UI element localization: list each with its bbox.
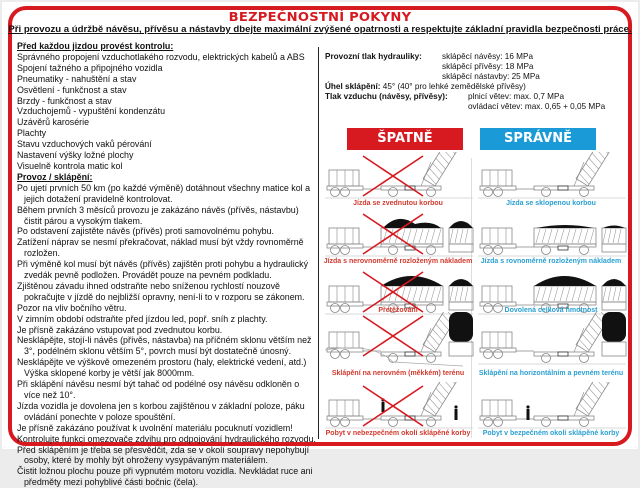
list-item: Vzduchojemů - vypuštění kondenzátu: [17, 106, 166, 117]
list-item: Nesklápějte ve výškově omezeném prostoru (haly, elektrické vedení, atd.) Výška sklopené korby je větší jak 8000mm.: [17, 357, 307, 379]
wrong-truck-illustration: [323, 312, 475, 368]
list-item: Během prvních 3 měsíců provozu je zakázáno návěs (přívěs, nástavbu) čistit párou a vysokým tlakem.: [17, 204, 299, 226]
right-truck-illustration: [476, 152, 628, 200]
air-label: Tlak vzduchu (návěsy, přívěsy):: [325, 92, 448, 101]
wrong-badge: ŠPATNĚ: [347, 128, 463, 150]
wrong-truck-illustration: [323, 152, 475, 200]
air-value: ovládací větev: max. 0,65 + 0,05 MPa: [468, 102, 606, 111]
list-item: Po ujetí prvních 50 km (po každé výměně) dotáhnout všechny matice kol a jejich dotažení pravidelně kontrolovat.: [17, 182, 311, 204]
angle-label: Úhel sklápění:: [325, 82, 381, 91]
list-item: Po odstavení zajistěte návěs (přívěs) proti samovolnému pohybu.: [17, 226, 275, 237]
list-item: Brzdy - funkčnost a stav: [17, 95, 112, 106]
list-item: Je přísně zakázáno vstupovat pod zvednutou korbu.: [17, 324, 223, 335]
list-item: Před sklápěním je třeba se přesvědčit, zda se v okolí soupravy nepohybují osoby, které by mohly být ohroženy vysypávaným materiálem.: [17, 444, 310, 466]
list-item: Kontrolujte funkci omezovače zdvihu pro odpojování hydraulického rozvodu.: [17, 433, 316, 444]
hydraulic-value: sklápěcí nástavby: 25 MPa: [442, 72, 540, 81]
air-value: plnicí větev: max. 0,7 MPa: [468, 92, 565, 101]
right-caption: Jízda s rovnoměrně rozloženým nákladem: [480, 258, 622, 265]
right-caption: Sklápění na horizontálním a pevném terénu: [478, 370, 624, 377]
list-item: Při sklápění návěsu nesmí být tahač od podélné osy návěsu odkloněn o více než 10°.: [17, 379, 300, 400]
right-badge: SPRÁVNĚ: [480, 128, 596, 150]
list-item: Při výměně kol musí být návěs (přívěs) zajištěn proti pohybu a hydraulický zvedák pevně podložen. Provádět pouze na pevném podkladu.: [17, 259, 309, 281]
wrong-truck-illustration: [323, 210, 475, 258]
hydraulic-label: Provozní tlak hydrauliky:: [325, 52, 422, 61]
checks-heading: Před každou jizdou provést kontrolu:: [17, 41, 174, 51]
operation-heading: Provoz / sklápění:: [17, 171, 93, 182]
list-item: Spojení tažného a připojného vozidla: [17, 62, 163, 73]
list-item: Zatížení náprav se nesmí překračovat, náklad musí být vždy rovnoměrně rozložen.: [17, 237, 304, 259]
list-item: Stavu vzduchových vaků pérování: [17, 139, 152, 150]
right-caption: Pobyt v bezpečném okolí sklápěné korby: [482, 430, 620, 437]
wrong-caption: Přetěžování: [378, 307, 418, 314]
hydraulic-value: sklápěcí návěsy: 16 MPa: [442, 52, 534, 61]
list-item: Pozor na vliv bočního větru.: [17, 302, 127, 313]
list-item: Zjištěnou závadu ihned odstraňte nebo sníženou rychlostí nouzově pokračujte v jízdě do nejbližší opravny, není-li to v rozporu se zákonem.: [17, 280, 305, 302]
angle-value: 45° (40° pro lehké zemědělské přívěsy): [382, 82, 526, 91]
column-divider: [318, 47, 319, 439]
specs-block: [325, 52, 625, 112]
list-item: Nastavení výšky ložné plochy: [17, 150, 134, 161]
instructions-column: [17, 41, 317, 488]
right-caption: Jízda se sklopenou korbou: [506, 200, 596, 207]
page-title: BEZPEČNOSTNÍ POKYNY: [228, 9, 412, 24]
list-item: Plachty: [17, 128, 47, 139]
list-item: Čistit ložnou plochu pouze při vypnutém motoru vozidla. Nevkládat ruce ani předměty mezi pohyblivé části bočnic (čela).: [17, 466, 313, 488]
hydraulic-value: sklápěcí přívěsy: 18 MPa: [442, 62, 534, 71]
right-truck-illustration: [476, 312, 628, 368]
list-item: V zimním období odstraňte před jízdou led, popř. sníh z plachty.: [17, 313, 268, 324]
list-item: Je přísně zakázáno používat k uvolnění materiálu pocuknutí vozidlem!: [17, 422, 293, 433]
page-subtitle: Při provozu a údržbě návěsu, přívěsu a nástavby dbejte maximální zvýšené opatrnosti a respektujte základní pravidla bezpečnosti práce.: [8, 24, 632, 35]
wrong-caption: Sklápění na nerovném (měkkém) terénu: [331, 370, 465, 377]
list-item: Pneumatiky - nahuštění a stav: [17, 73, 137, 84]
list-item: Uzávěrů karosérie: [17, 117, 90, 128]
list-item: Osvětlení - funkčnost a stav: [17, 84, 127, 95]
right-truck-illustration: [476, 210, 628, 258]
operation-list: [17, 183, 317, 488]
list-item: Nesklápějte, stojí-li návěs (přívěs, nástavba) na příčném sklonu větším než 3°, podélném sklonu větším 5°, povrch musí být dostatečně únosný.: [17, 335, 312, 357]
right-caption: Dovolená celková hmotnost: [504, 307, 598, 314]
list-item: Správného propojení vzduchotlakého rozvodu, elektrických kabelů a ABS: [17, 51, 305, 62]
wrong-caption: Pobyt v nebezpečném okolí sklápěné korby: [325, 430, 471, 437]
list-item: Visuelně kontrola matic kol: [17, 160, 123, 171]
list-item: Jízda vozidla je dovolena jen s korbou zajištěnou v základní poloze, páku ovládání ponechte v poloze spouštění.: [17, 400, 305, 422]
wrong-caption: Jízda se zvednutou korbou: [353, 200, 443, 207]
wrong-caption: Jízda s nerovnoměrně rozloženým nákladem: [323, 258, 473, 265]
checks-list: [17, 52, 317, 172]
